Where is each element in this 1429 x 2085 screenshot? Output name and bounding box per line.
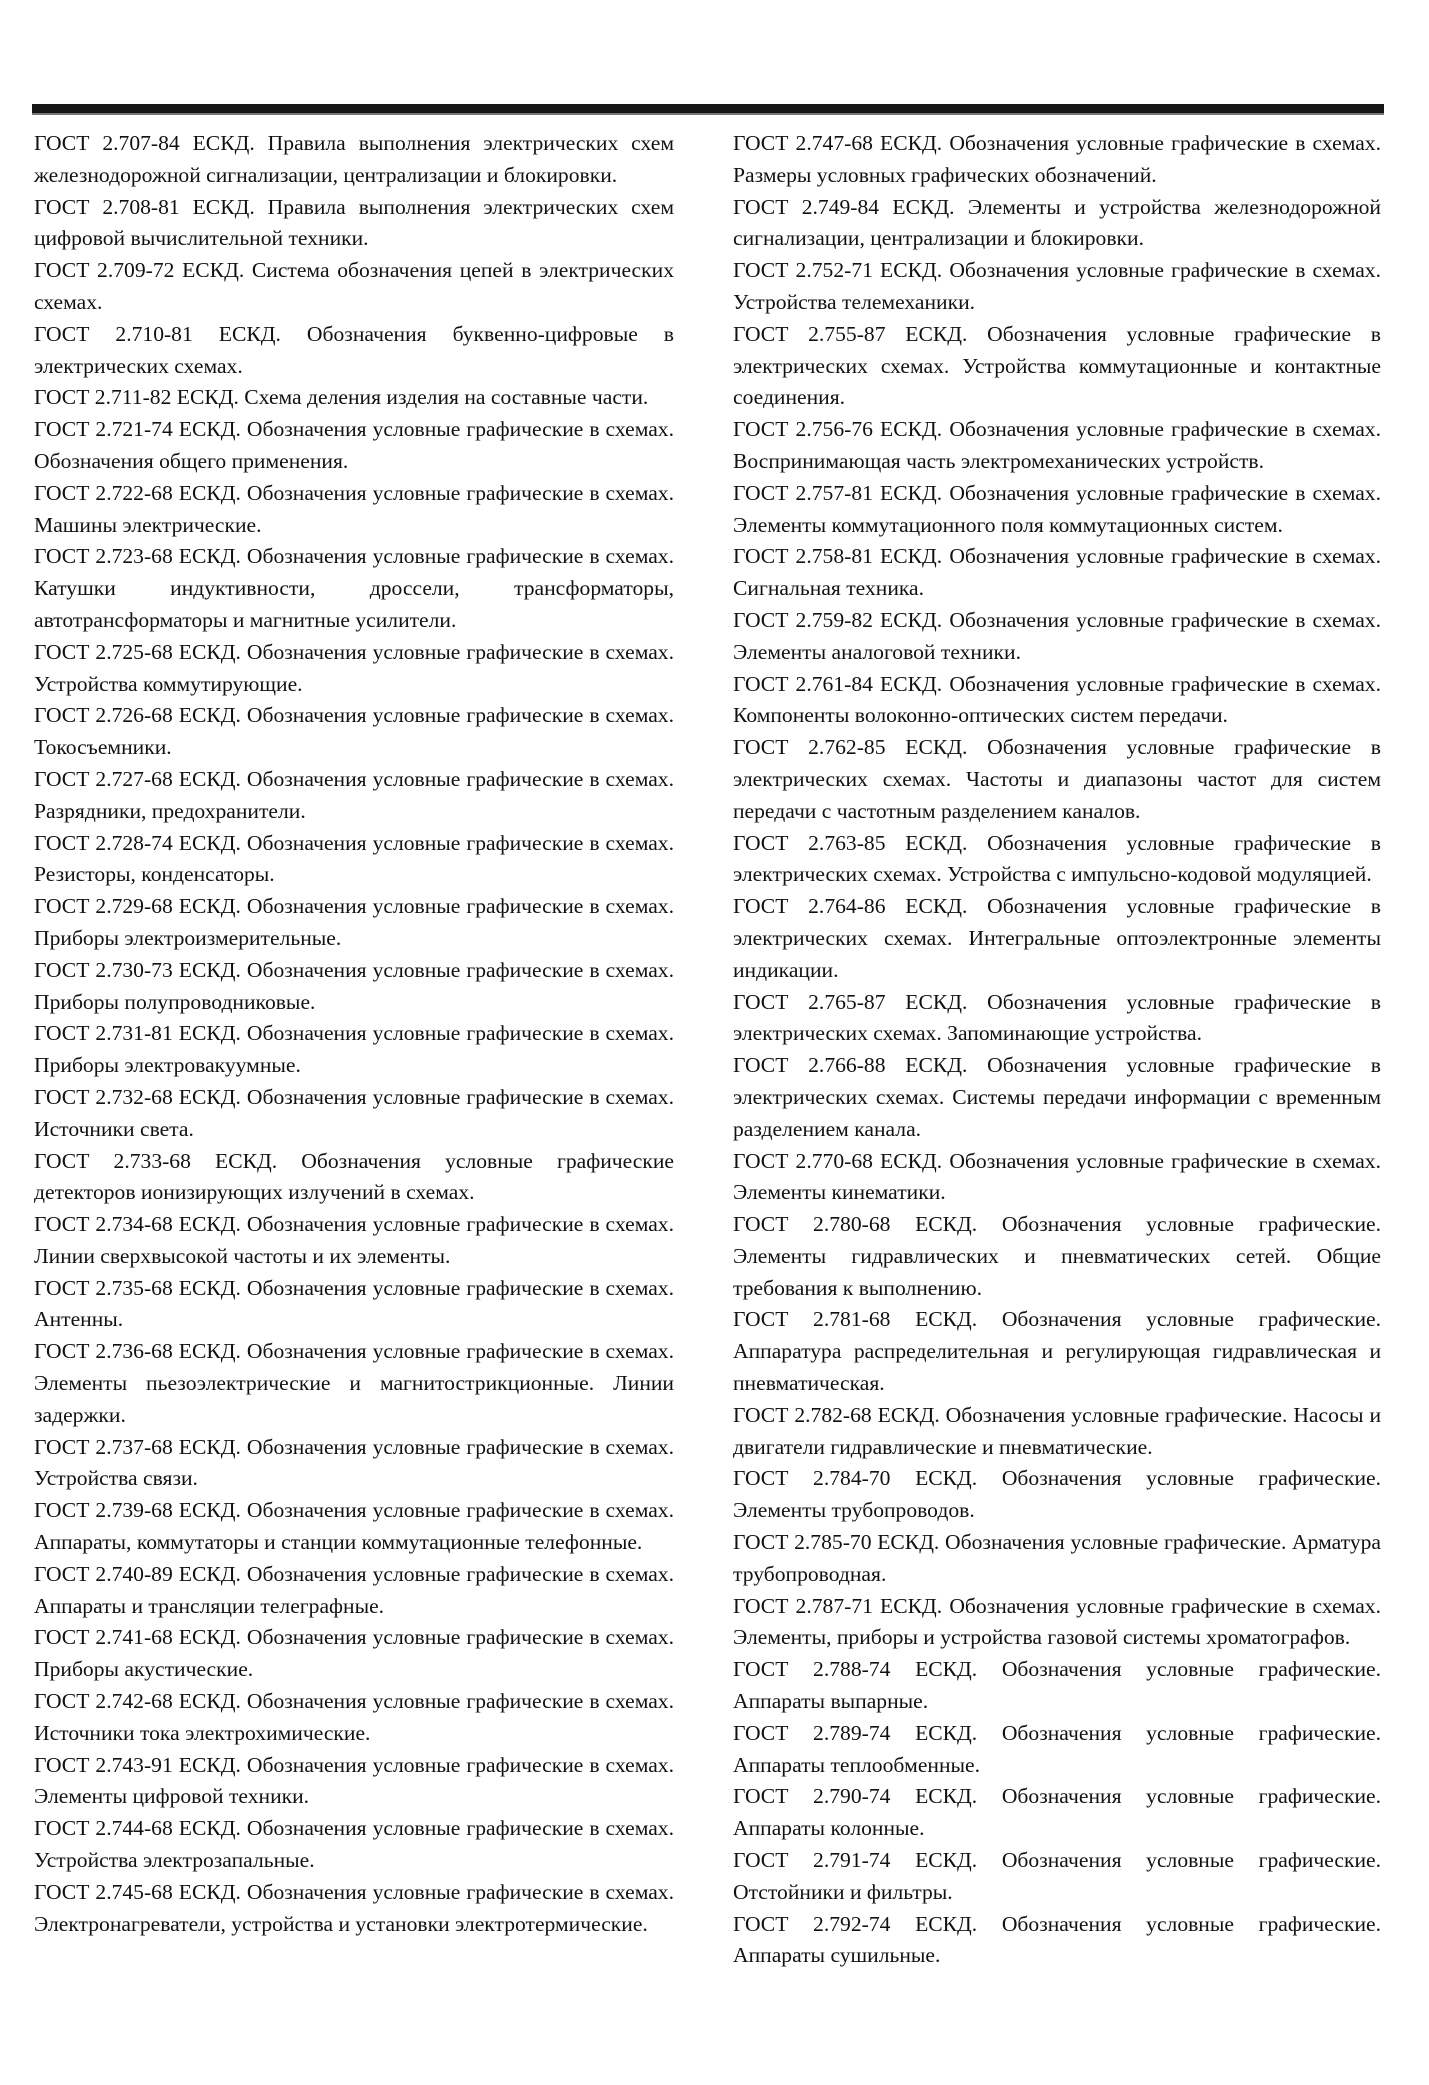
- standard-entry: ГОСТ 2.728-74 ЕСКД. Обозначения условные графические в схемах. Резисторы, конденсаторы.: [34, 830, 674, 887]
- standard-entry: ГОСТ 2.791-74 ЕСКД. Обозначения условные графические. Отстойники и фильтры.: [733, 1848, 1381, 1904]
- standard-entry: ГОСТ 2.743-91 ЕСКД. Обозначения условные графические в схемах. Элементы цифровой техники.: [34, 1752, 674, 1809]
- standard-entry: ГОСТ 2.784-70 ЕСКД. Обозначения условные графические. Элементы трубопроводов.: [733, 1466, 1381, 1523]
- standard-entry: ГОСТ 2.709-72 ЕСКД. Система обозначения цепей в электрических схемах.: [34, 258, 674, 314]
- standard-entry: ГОСТ 2.708-81 ЕСКД. Правила выполнения электрических схем цифровой вычислительной техники.: [34, 194, 674, 251]
- left-column: [34, 128, 674, 1940]
- standard-entry: ГОСТ 2.757-81 ЕСКД. Обозначения условные графические в схемах. Элементы коммутационного поля коммутационных систем.: [733, 480, 1381, 537]
- standard-entry: ГОСТ 2.721-74 ЕСКД. Обозначения условные графические в схемах. Обозначения общего применения.: [34, 417, 674, 473]
- standard-entry: ГОСТ 2.787-71 ЕСКД. Обозначения условные графические в схемах. Элементы, приборы и устройства газовой системы хроматографов.: [733, 1593, 1381, 1650]
- standard-entry: ГОСТ 2.789-74 ЕСКД. Обозначения условные графические. Аппараты теплообменные.: [733, 1720, 1381, 1777]
- standard-entry: ГОСТ 2.710-81 ЕСКД. Обозначения буквенно-цифровые в электрических схемах.: [34, 321, 674, 378]
- standard-entry: ГОСТ 2.763-85 ЕСКД. Обозначения условные графические в электрических схемах. Устройства с импульсно-кодовой модуляцией.: [733, 830, 1381, 887]
- standard-entry: ГОСТ 2.736-68 ЕСКД. Обозначения условные графические в схемах. Элементы пьезоэлектрические и магнитострикционные. Линии задержки.: [34, 1339, 674, 1427]
- standard-entry: ГОСТ 2.732-68 ЕСКД. Обозначения условные графические в схемах. Источники света.: [34, 1084, 674, 1141]
- standard-entry: ГОСТ 2.727-68 ЕСКД. Обозначения условные графические в схемах. Разрядники, предохранители.: [34, 766, 674, 823]
- standard-entry: ГОСТ 2.722-68 ЕСКД. Обозначения условные графические в схемах. Машины электрические.: [34, 480, 674, 537]
- standard-entry: ГОСТ 2.737-68 ЕСКД. Обозначения условные графические в схемах. Устройства связи.: [34, 1434, 674, 1491]
- standard-entry: ГОСТ 2.781-68 ЕСКД. Обозначения условные графические. Аппаратура распределительная и регулирующая гидравлическая и пневматическая.: [733, 1307, 1381, 1396]
- standard-entry: ГОСТ 2.734-68 ЕСКД. Обозначения условные графические в схемах. Линии сверхвысокой частоты и их элементы.: [34, 1212, 674, 1268]
- standard-entry: ГОСТ 2.747-68 ЕСКД. Обозначения условные графические в схемах. Размеры условных графических обозначений.: [733, 131, 1381, 187]
- standard-entry: ГОСТ 2.762-85 ЕСКД. Обозначения условные графические в электрических схемах. Частоты и диапазоны частот для систем передачи с частотным разделением каналов.: [733, 735, 1381, 823]
- standard-entry: ГОСТ 2.770-68 ЕСКД. Обозначения условные графические в схемах. Элементы кинематики.: [733, 1148, 1381, 1205]
- standard-entry: ГОСТ 2.741-68 ЕСКД. Обозначения условные графические в схемах. Приборы акустические.: [34, 1625, 674, 1682]
- standard-entry: ГОСТ 2.785-70 ЕСКД. Обозначения условные графические. Арматура трубопроводная.: [733, 1530, 1381, 1586]
- standard-entry: ГОСТ 2.707-84 ЕСКД. Правила выполнения электрических схем железнодорожной сигнализации, централизации и блокировки.: [34, 131, 674, 187]
- right-column: [733, 128, 1381, 1972]
- standard-entry: ГОСТ 2.742-68 ЕСКД. Обозначения условные графические в схемах. Источники тока электрохимические.: [34, 1689, 674, 1745]
- standard-entry: ГОСТ 2.761-84 ЕСКД. Обозначения условные графические в схемах. Компоненты волоконно-оптических систем передачи.: [733, 671, 1381, 728]
- standard-entry: ГОСТ 2.788-74 ЕСКД. Обозначения условные графические. Аппараты выпарные.: [733, 1657, 1381, 1714]
- standard-entry: ГОСТ 2.733-68 ЕСКД. Обозначения условные графические детекторов ионизирующих излучений в схемах.: [34, 1148, 674, 1205]
- standard-entry: ГОСТ 2.756-76 ЕСКД. Обозначения условные графические в схемах. Воспринимающая часть электромеханических устройств.: [733, 417, 1381, 473]
- standard-entry: ГОСТ 2.735-68 ЕСКД. Обозначения условные графические в схемах. Антенны.: [34, 1275, 674, 1332]
- standard-entry: ГОСТ 2.792-74 ЕСКД. Обозначения условные графические. Аппараты сушильные.: [733, 1911, 1381, 1968]
- standard-entry: ГОСТ 2.711-82 ЕСКД. Схема деления изделия на составные части.: [34, 385, 649, 410]
- standard-entry: ГОСТ 2.764-86 ЕСКД. Обозначения условные графические в электрических схемах. Интегральные оптоэлектронные элементы индикации.: [733, 894, 1381, 982]
- standard-entry: ГОСТ 2.745-68 ЕСКД. Обозначения условные графические в схемах. Электронагреватели, устройства и установки электротермические.: [34, 1879, 674, 1936]
- standard-entry: ГОСТ 2.744-68 ЕСКД. Обозначения условные графические в схемах. Устройства электрозапальные.: [34, 1816, 674, 1873]
- standard-entry: ГОСТ 2.755-87 ЕСКД. Обозначения условные графические в электрических схемах. Устройства коммутационные и контактные соединения.: [733, 321, 1381, 410]
- standard-entry: ГОСТ 2.758-81 ЕСКД. Обозначения условные графические в схемах. Сигнальная техника.: [733, 544, 1381, 601]
- standard-entry: ГОСТ 2.723-68 ЕСКД. Обозначения условные графические в схемах. Катушки индуктивности, дроссели, трансформаторы, автотрансформаторы и магнитные усилители.: [34, 544, 674, 632]
- standard-entry: ГОСТ 2.782-68 ЕСКД. Обозначения условные графические. Насосы и двигатели гидравлические и пневматические.: [733, 1402, 1381, 1459]
- header-rule: [32, 104, 1384, 115]
- standard-entry: ГОСТ 2.780-68 ЕСКД. Обозначения условные графические. Элементы гидравлических и пневматических сетей. Общие требования к выполнению.: [733, 1212, 1381, 1300]
- standard-entry: ГОСТ 2.740-89 ЕСКД. Обозначения условные графические в схемах. Аппараты и трансляции телеграфные.: [34, 1561, 674, 1618]
- standard-entry: ГОСТ 2.790-74 ЕСКД. Обозначения условные графические. Аппараты колонные.: [733, 1784, 1381, 1841]
- standard-entry: ГОСТ 2.729-68 ЕСКД. Обозначения условные графические в схемах. Приборы электроизмерительные.: [34, 894, 674, 950]
- standard-entry: ГОСТ 2.730-73 ЕСКД. Обозначения условные графические в схемах. Приборы полупроводниковые.: [34, 957, 674, 1014]
- standard-entry: ГОСТ 2.749-84 ЕСКД. Элементы и устройства железнодорожной сигнализации, централизации и блокировки.: [733, 194, 1381, 251]
- standard-entry: ГОСТ 2.739-68 ЕСКД. Обозначения условные графические в схемах. Аппараты, коммутаторы и станции коммутационные телефонные.: [34, 1498, 674, 1555]
- standard-entry: ГОСТ 2.765-87 ЕСКД. Обозначения условные графические в электрических схемах. Запоминающие устройства.: [733, 989, 1381, 1046]
- standard-entry: ГОСТ 2.731-81 ЕСКД. Обозначения условные графические в схемах. Приборы электровакуумные.: [34, 1021, 674, 1078]
- standard-entry: ГОСТ 2.725-68 ЕСКД. Обозначения условные графические в схемах. Устройства коммутирующие.: [34, 639, 674, 696]
- standard-entry: ГОСТ 2.759-82 ЕСКД. Обозначения условные графические в схемах. Элементы аналоговой техники.: [733, 607, 1381, 664]
- standard-entry: ГОСТ 2.726-68 ЕСКД. Обозначения условные графические в схемах. Токосъемники.: [34, 703, 674, 760]
- standard-entry: ГОСТ 2.766-88 ЕСКД. Обозначения условные графические в электрических схемах. Системы передачи информации с временным разделением канала.: [733, 1053, 1381, 1141]
- standard-entry: ГОСТ 2.752-71 ЕСКД. Обозначения условные графические в схемах. Устройства телемеханики.: [733, 258, 1381, 314]
